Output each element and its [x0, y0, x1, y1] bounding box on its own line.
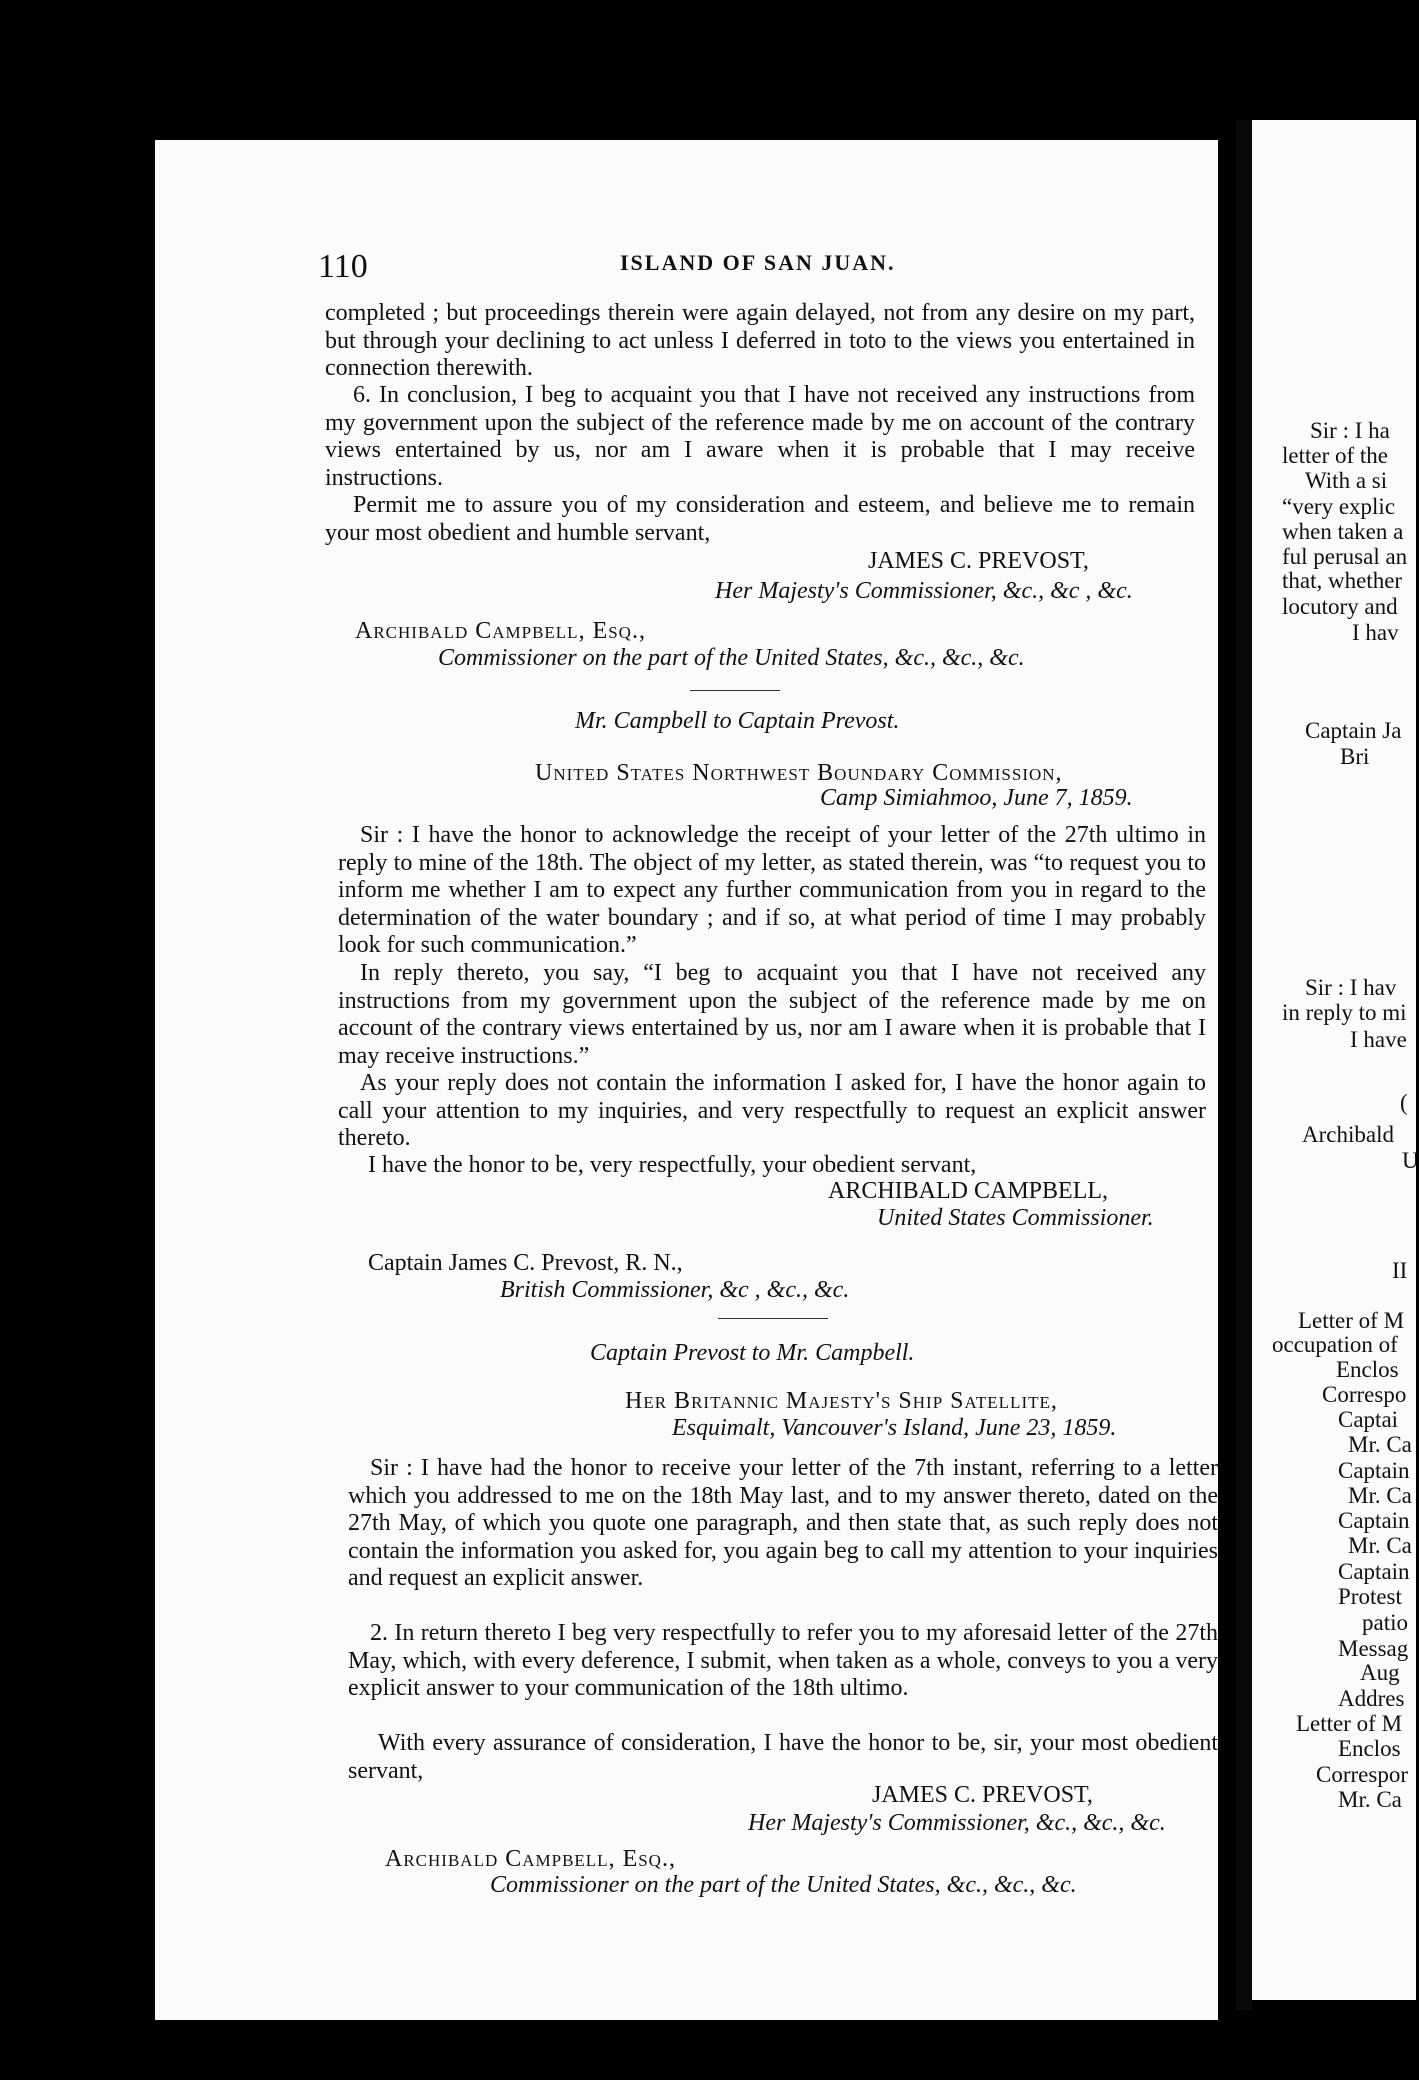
right-page-fragment: Mr. Ca: [1348, 1533, 1412, 1558]
right-page-fragment: when taken a: [1282, 519, 1404, 544]
right-page-fragment: II: [1392, 1258, 1408, 1283]
right-page-fragment: letter of the: [1282, 443, 1389, 468]
right-page-fragment: patio: [1362, 1610, 1408, 1635]
letter3-ship: Her Britannic Majesty's Ship Satellite,: [625, 1388, 1058, 1414]
right-page-fragment: Captain: [1338, 1458, 1410, 1483]
right-page-fragment: Addres: [1338, 1686, 1405, 1711]
right-page-fragment: With a si: [1305, 468, 1388, 493]
right-page-fragment: “very explic: [1282, 494, 1396, 519]
right-page-fragment: ful perusal an: [1282, 544, 1408, 569]
right-page-fragment: Correspo: [1322, 1382, 1407, 1407]
letter3-addressee: Archibald Campbell, Esq.,: [385, 1846, 676, 1872]
letter2-organization: United States Northwest Boundary Commission,: [535, 760, 1063, 786]
book-spine: [1236, 120, 1252, 2010]
right-page-fragment: Captai: [1338, 1407, 1399, 1432]
separator-rule-1: [690, 690, 780, 691]
letter3-paragraph-2: 2. In return thereto I beg very respectfully to refer you to my aforesaid letter of the 27th May, which, with every deference, I submit, when taken as a whole, conveys to you a very explicit answer to your communication of the 18th ultimo.: [348, 1620, 1218, 1701]
right-page-fragment: Sir : I ha: [1310, 418, 1390, 443]
right-page-fragment: Letter of M: [1298, 1308, 1405, 1333]
letter2-paragraph-1: Sir : I have the honor to acknowledge the receipt of your letter of the 27th ultimo in reply to mine of the 18th. The object of my letter, as stated therein, was “to request you to inform me whether I am to expect any further communication from you in regard to the determination of the water boundary ; and if so, at what period of time I may probably look for such communication.”: [338, 822, 1206, 958]
letter1-paragraph-1: completed ; but proceedings therein were again delayed, not from any desire on my part, but through your declining to act unless I deferred in toto to the views you entertained in connection therewith.: [325, 300, 1195, 381]
letter1-signer: JAMES C. PREVOST,: [868, 548, 1089, 574]
letter3-addressee-title: Commissioner on the part of the United States, &c., &c., &c.: [490, 1872, 1077, 1898]
right-page-fragment: Sir : I hav: [1305, 975, 1397, 1000]
right-page-fragment: I have: [1350, 1027, 1407, 1052]
letter3-heading: Captain Prevost to Mr. Campbell.: [590, 1340, 915, 1366]
letter2-addressee-title: British Commissioner, &c , &c., &c.: [500, 1277, 850, 1303]
letter2-place-date: Camp Simiahmoo, June 7, 1859.: [820, 785, 1133, 811]
letter3-place-date: Esquimalt, Vancouver's Island, June 23, 1859.: [672, 1415, 1117, 1441]
right-page-fragment: locutory and: [1282, 594, 1398, 619]
right-page-fragment: I hav: [1352, 620, 1399, 645]
right-page-fragment: Captain: [1338, 1508, 1410, 1533]
right-page-fragment: Protest: [1338, 1584, 1402, 1609]
letter3-signer-title: Her Majesty's Commissioner, &c., &c., &c.: [748, 1810, 1166, 1836]
right-page-fragment: Correspor: [1316, 1762, 1408, 1787]
letter2-heading: Mr. Campbell to Captain Prevost.: [575, 708, 900, 734]
letter2-paragraph-4: I have the honor to be, very respectfully, your obedient servant,: [368, 1152, 977, 1178]
letter1-addressee-title: Commissioner on the part of the United States, &c., &c., &c.: [438, 645, 1025, 671]
letter2-signer-title: United States Commissioner.: [877, 1205, 1154, 1231]
letter1-signer-title: Her Majesty's Commissioner, &c., &c , &c.: [715, 578, 1133, 604]
letter3-paragraph-1: Sir : I have had the honor to receive your letter of the 7th instant, referring to a letter which you addressed to me on the 18th May last, and to my answer thereto, dated on the 27th May, of which you quote one paragraph, and then state that, as such reply does not contain the information you asked for, you again beg to call my attention to your inquiries and request an explicit answer.: [348, 1455, 1218, 1591]
letter3-paragraph-3: With every assurance of consideration, I have the honor to be, sir, your most obedient servant,: [348, 1730, 1218, 1784]
letter2-paragraph-2: In reply thereto, you say, “I beg to acquaint you that I have not received any instructions from my government upon the subject of the reference made by me on account of the contrary views entertained by us, nor am I aware when it is probable that I may receive instructions.”: [338, 960, 1206, 1069]
running-title: ISLAND OF SAN JUAN.: [620, 250, 896, 275]
right-page-fragment: that, whether: [1282, 568, 1403, 593]
right-page-fragment: Aug: [1360, 1660, 1400, 1685]
page-number: 110: [318, 248, 368, 285]
letter2-paragraph-3: As your reply does not contain the information I asked for, I have the honor again to call your attention to my inquiries, and very respectfully to request an explicit answer thereto.: [338, 1070, 1206, 1151]
right-page-fragment: (: [1400, 1090, 1408, 1115]
right-page-fragment: Archibald: [1302, 1122, 1394, 1147]
right-page-fragment: U: [1402, 1148, 1419, 1173]
right-page-fragment: Captain Ja: [1305, 718, 1402, 743]
right-page-fragment: Mr. Ca: [1338, 1787, 1402, 1812]
letter2-signer: ARCHIBALD CAMPBELL,: [828, 1178, 1109, 1204]
right-page-fragment: Messag: [1338, 1636, 1409, 1661]
right-page-fragment: occupation of: [1272, 1332, 1398, 1357]
separator-rule-2: [718, 1318, 828, 1319]
right-page-fragment: Mr. Ca: [1348, 1432, 1412, 1457]
right-page-fragment: Letter of M: [1296, 1711, 1403, 1736]
right-page-fragment: Enclos: [1336, 1357, 1399, 1382]
right-page-fragment: Bri: [1340, 744, 1370, 769]
right-page-fragment: Captain: [1338, 1559, 1410, 1584]
right-page-fragment: Enclos: [1338, 1736, 1401, 1761]
letter3-signer: JAMES C. PREVOST,: [872, 1782, 1093, 1808]
letter1-paragraph-2: 6. In conclusion, I beg to acquaint you that I have not received any instructions from my government upon the subject of the reference made by me on account of the contrary views entertained by us, nor am I aware when it is probable that I may receive instructions.: [325, 382, 1195, 491]
letter2-addressee: Captain James C. Prevost, R. N.,: [368, 1250, 683, 1276]
right-page-fragment: Mr. Ca: [1348, 1483, 1412, 1508]
letter1-paragraph-3: Permit me to assure you of my consideration and esteem, and believe me to remain your most obedient and humble servant,: [325, 492, 1195, 546]
letter1-addressee: Archibald Campbell, Esq.,: [355, 618, 646, 644]
right-page-fragment: in reply to mi: [1282, 1000, 1407, 1025]
